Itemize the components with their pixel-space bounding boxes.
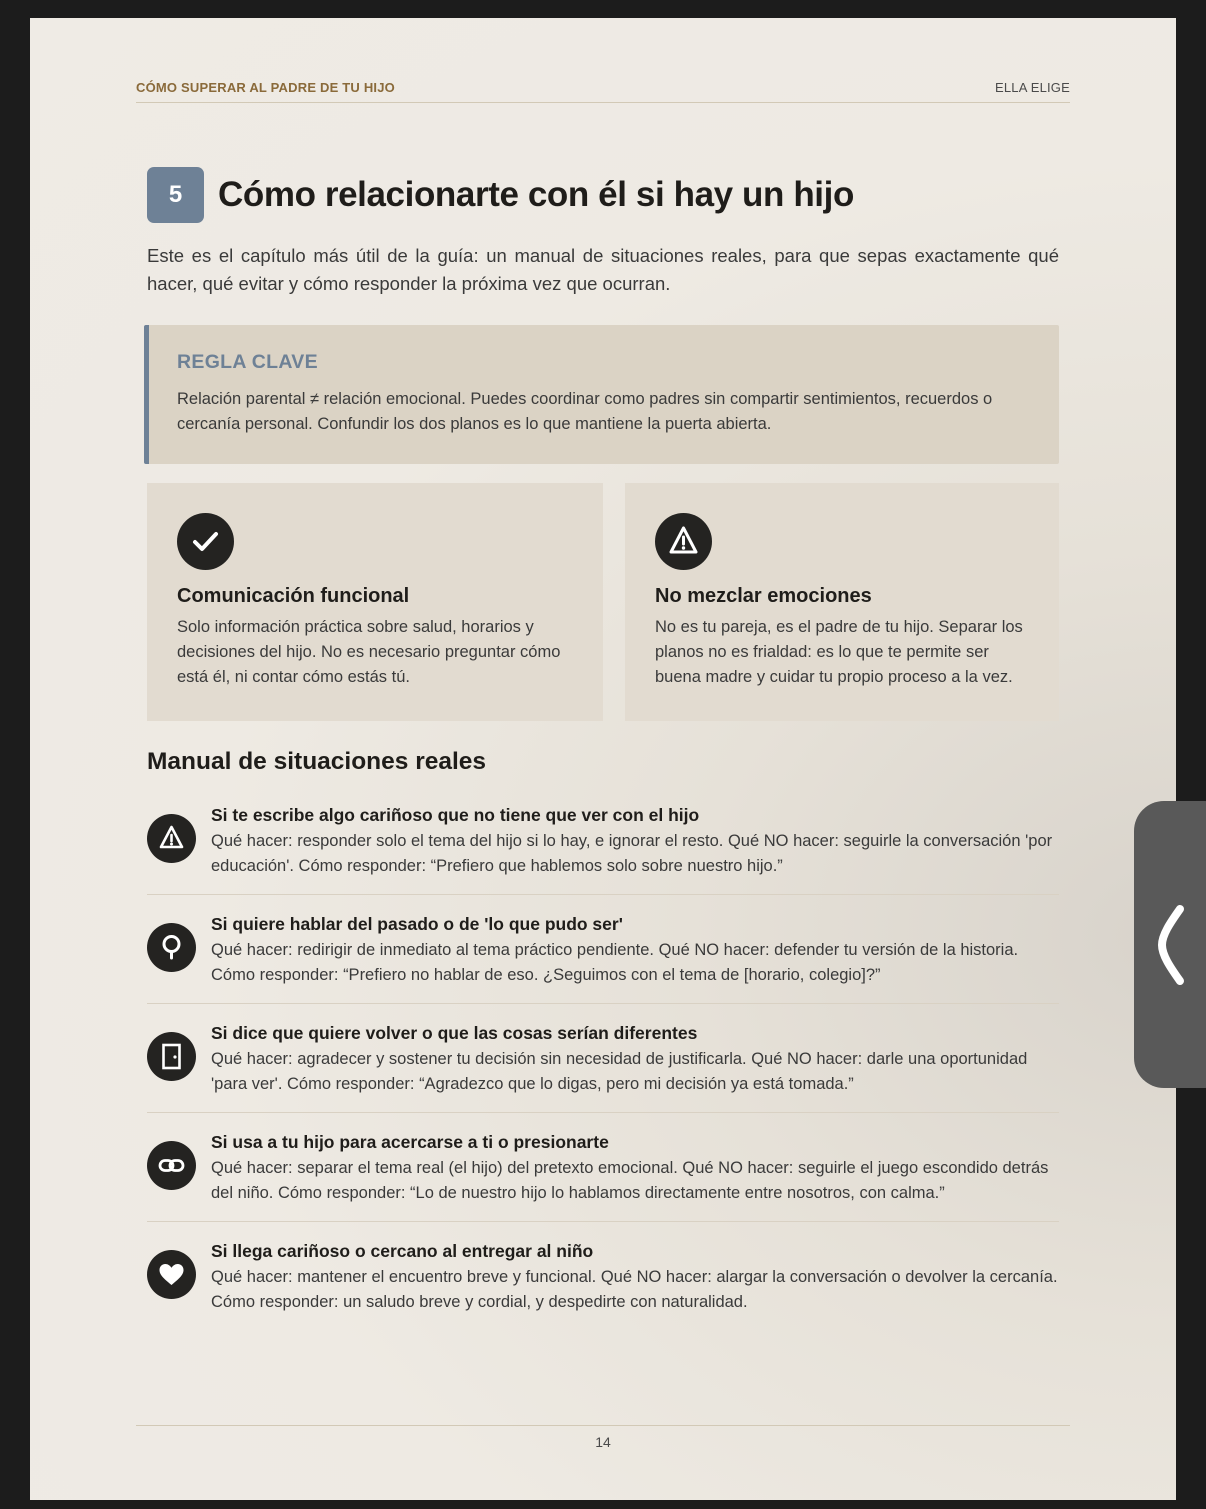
chapter-intro: Este es el capítulo más útil de la guía: un manual de situaciones reales, para que sepas exactamente qué hacer, qué evitar y cómo responder la próxima vez que ocurran. xyxy=(147,245,1059,294)
list-item xyxy=(147,1132,1059,1241)
divider xyxy=(147,1221,1059,1222)
chapter-heading xyxy=(147,167,1059,227)
card-text: Solo información práctica sobre salud, horarios y decisiones del hijo. No es necesario preguntar cómo está él, ni contar cómo estás tú. xyxy=(177,618,561,686)
situation-title: Si dice que quiere volver o que las cosas serían diferentes xyxy=(211,1023,698,1043)
situation-text: Qué hacer: redirigir de inmediato al tema práctico pendiente. Qué NO hacer: defender tu versión de la historia. Cómo responder: “Prefiero no hablar de eso. ¿Seguimos con el tema de [horario, colegio]?” xyxy=(211,941,1019,984)
card-no-mixing-emotions xyxy=(625,483,1059,721)
card-functional-communication xyxy=(147,483,603,721)
card-title: No mezclar emociones xyxy=(655,585,872,607)
key-rule-callout xyxy=(144,325,1059,464)
warning-icon xyxy=(655,513,712,570)
page-number: 14 xyxy=(595,1434,611,1450)
situation-text: Qué hacer: agradecer y sostener tu decisión sin necesidad de justificarla. Qué NO hacer: darle una oportunidad 'para ver'. Cómo responder: “Agradezco que lo digas, pero mi decisión ya está tomada.” xyxy=(211,1050,1028,1093)
situation-title: Si quiere hablar del pasado o de 'lo que pudo ser' xyxy=(211,914,623,934)
door-icon xyxy=(147,1032,196,1081)
document-page xyxy=(30,18,1176,1500)
divider xyxy=(147,1112,1059,1113)
list-item xyxy=(147,1023,1059,1132)
list-item xyxy=(147,1241,1059,1350)
book-title: CÓMO SUPERAR AL PADRE DE TU HIJO xyxy=(136,80,395,95)
page-footer xyxy=(136,1425,1070,1450)
situation-title: Si llega cariñoso o cercano al entregar al niño xyxy=(211,1241,594,1261)
running-header xyxy=(136,80,1070,103)
chevron-left-icon xyxy=(1152,903,1192,987)
situation-title: Si usa a tu hijo para acercarse a ti o presionarte xyxy=(211,1132,609,1152)
previous-page-tab[interactable] xyxy=(1134,801,1206,1088)
check-icon xyxy=(177,513,234,570)
search-icon xyxy=(147,923,196,972)
section-title: Manual de situaciones reales xyxy=(147,748,487,775)
divider xyxy=(147,894,1059,895)
situation-title: Si te escribe algo cariñoso que no tiene que ver con el hijo xyxy=(211,805,700,825)
list-item xyxy=(147,805,1059,914)
card-text: No es tu pareja, es el padre de tu hijo. Separar los planos no es frialdad: es lo que te permite ser buena madre y cuidar tu propio proceso a la vez. xyxy=(655,618,1023,686)
chapter-number-badge: 5 xyxy=(147,167,204,223)
key-rule-title: REGLA CLAVE xyxy=(177,351,318,373)
key-rule-text: Relación parental ≠ relación emocional. Puedes coordinar como padres sin compartir sentimientos, recuerdos o cercanía personal. Confundir los dos planos es lo que mantiene la puerta abierta. xyxy=(177,390,993,433)
divider xyxy=(147,1003,1059,1004)
situations-list xyxy=(147,805,1059,1350)
warning-icon xyxy=(147,814,196,863)
situation-text: Qué hacer: responder solo el tema del hijo si lo hay, e ignorar el resto. Qué NO hacer: seguirle la conversación 'por educación'. Cómo responder: “Prefiero que hablemos solo sobre nuestro hijo.” xyxy=(211,832,1053,875)
chapter-title: Cómo relacionarte con él si hay un hijo xyxy=(218,175,854,214)
link-icon xyxy=(147,1141,196,1190)
list-item xyxy=(147,914,1059,1023)
heart-icon xyxy=(147,1250,196,1299)
brand-name: ELLA ELIGE xyxy=(995,80,1070,95)
situation-text: Qué hacer: separar el tema real (el hijo) del pretexto emocional. Qué NO hacer: seguirle el juego escondido detrás del niño. Cómo responder: “Lo de nuestro hijo lo hablamos directamente entre nosotros, con calma.” xyxy=(211,1159,1049,1202)
situation-text: Qué hacer: mantener el encuentro breve y funcional. Qué NO hacer: alargar la conversación o devolver la cercanía. Cómo responder: un saludo breve y cordial, y despedirte con naturalidad. xyxy=(211,1268,1058,1311)
card-title: Comunicación funcional xyxy=(177,585,410,607)
